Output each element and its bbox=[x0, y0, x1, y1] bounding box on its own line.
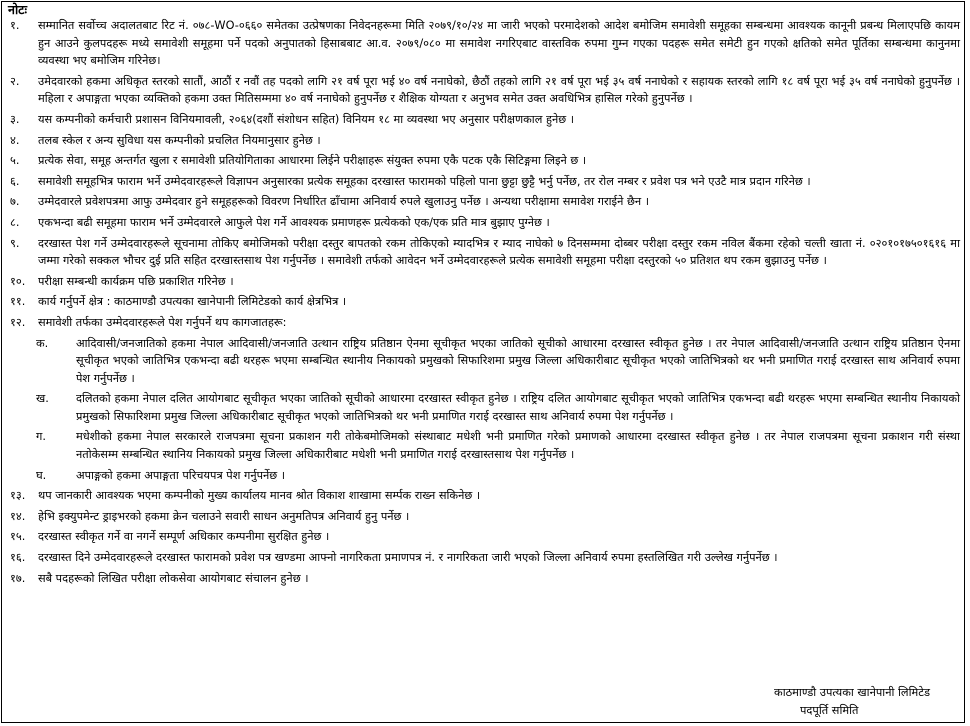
note-item bbox=[8, 214, 960, 232]
item-number: ११. bbox=[10, 295, 26, 309]
note-item bbox=[8, 528, 960, 546]
item-number: क. bbox=[36, 336, 49, 350]
item-text: आदिवासी/जनजातिको हकमा नेपाल आदिवासी/जनजाति उत्थान राष्ट्रिय प्रतिष्ठान ऐनमा सूचीकृत भएका जातिको सूचीको आधारमा दरखास्त स्वीकृत हुनेछ । तर नेपाल आदिवासी/जनजाति उत्थान राष्ट्रिय प्रतिष्ठान ऐनमा सूचीकृत भएको जातिभित्र एकभन्दा बढी थरहरू भएमा सम्बन्धित स्थानीय निकायको प्रमुखको सिफारिशमा प्रमुख जिल्ला अधिकारीबाट सूचीकृत भएको जातिभित्रको थर भनी प्रमाणित गराई दरखास्त साथ अनिवार्य रुपमा पेश गर्नुपर्नेछ । bbox=[76, 336, 960, 385]
item-text: दरखास्त दिने उम्मेदवारहरूले दरखास्त फारामको प्रवेश पत्र खण्डमा आफ्नो नागरिकता प्रमाणपत्र नं. र नागरिकता जारी भएको जिल्ला अनिवार्य रुपमा हस्तलिखित गरी उल्लेख गर्नुपर्नेछ । bbox=[38, 551, 778, 565]
item-text: यस कम्पनीको कर्मचारी प्रशासन विनियमावली, २०६४(दशौं संशोधन सहित) विनियम १८ मा व्यवस्था भए अनुसार परीक्षणकाल हुनेछ । bbox=[38, 112, 575, 126]
item-text: एकभन्दा बढी समूहमा फाराम भर्ने उम्मेदवारले आफुले पेश गर्ने आवश्यक प्रमाणहरू प्रत्येकको एक/एक प्रति मात्र बुझाए पुग्नेछ । bbox=[38, 215, 550, 229]
note-item bbox=[8, 487, 960, 505]
item-text: कार्य गर्नुपर्ने क्षेत्र : काठमाण्डौ उपत्यका खानेपानी लिमिटेडको कार्य क्षेत्रभित्र । bbox=[38, 295, 347, 309]
note-item bbox=[8, 152, 960, 170]
item-text: सम्मानित सर्वोच्च अदालतबाट रिट नं. ०७८-WO-०६६० समेतका उत्प्रेषणका निवेदनहरूमा मिति २०७९/१०/२४ मा जारी भएको परमादेशको आदेश बमोजिम समावेशी समूहका सम्बन्धमा आवश्यक कानूनी प्रबन्ध मिलाएपछि कायम हुन आउने कुलपदहरू मध्ये समावेशी समूहमा पर्ने पदको अनुपातको हिसाबबाट आ.व. २०७९/०८० मा समावेश नगरिएबाट वास्तविक रुपमा गुम्न गएका पदहरू समेत समेटी हुन गएको क्षतिको समेत पूर्तिका सम्बन्धमा कानुनमा व्यवस्था भए बमोजिम गरिनेछ। bbox=[38, 19, 960, 68]
item-number: १०. bbox=[10, 274, 26, 288]
notes-heading: नोटः bbox=[8, 2, 28, 17]
item-text: समावेशी तर्फका उम्मेदवारहरूले पेश गर्नुपर्ने थप कागजातहरू: bbox=[38, 315, 287, 329]
signature-block bbox=[774, 684, 930, 720]
notes-list bbox=[8, 17, 960, 590]
item-text: हेभि इक्युपमेन्ट ड्राइभरको हकमा क्रेन चलाउने सवारी साधन अनुमतिपत्र अनिवार्य हुनु पर्नेछ । bbox=[38, 509, 410, 523]
note-item bbox=[8, 508, 960, 526]
item-text: समावेशी समूहभित्र फाराम भर्ने उम्मेदवारहरूले विज्ञापन अनुसारका प्रत्येक समूहका दरखास्त फारामको पहिलो पाना छुट्टा छुट्टै भर्नु पर्नेछ, तर रोल नम्बर र प्रवेश पत्र भने एउटै मात्र प्रदान गरिनेछ । bbox=[38, 174, 811, 188]
note-item bbox=[8, 293, 960, 311]
item-text: उमेदवारको हकमा अधिकृत स्तरको सातौं, आठौं र नवौं तह पदको लागि २१ वर्ष पूरा भई ४० वर्ष ननाघेको, छैठौं तहको लागि २१ वर्ष पूरा भई ३५ वर्ष ननाघेको र सहायक स्तरको लागि १८ वर्ष पूरा भई ३५ वर्ष ननाघेको हुनुपर्नेछ । महिला र अपाङ्गता भएका व्यक्तिको हकमा उक्त मितिसम्ममा ४० वर्ष ननाघेको हुनुपर्नेछ र शैक्षिक योग्यता र अनुभव समेत उक्त अवधिभित्र हासिल गरेको हुनुपर्नेछ । bbox=[38, 74, 960, 106]
item-number: २. bbox=[10, 74, 20, 88]
item-number: ५. bbox=[10, 154, 20, 168]
item-number: ८. bbox=[10, 215, 20, 229]
item-number: घ. bbox=[36, 468, 47, 482]
note-item bbox=[8, 132, 960, 150]
item-number: १६. bbox=[10, 551, 26, 565]
item-number: ग. bbox=[36, 430, 46, 444]
note-item bbox=[8, 273, 960, 291]
sub-note-item bbox=[8, 467, 960, 485]
item-number: ख. bbox=[36, 392, 49, 406]
item-text: दरखास्त स्वीकृत गर्ने वा नगर्ने सम्पूर्ण अधिकार कम्पनीमा सुरक्षित हुनेछ । bbox=[38, 530, 330, 544]
item-text: थप जानकारी आवश्यक भएमा कम्पनीको मुख्य कार्यालय मानव श्रोत विकाश शाखामा सर्म्पक राख्न सकिनेछ । bbox=[38, 489, 481, 503]
item-number: ३. bbox=[10, 112, 20, 126]
item-number: १. bbox=[10, 19, 20, 32]
item-number: १४. bbox=[10, 509, 26, 523]
note-item bbox=[8, 173, 960, 191]
note-item bbox=[8, 17, 960, 70]
committee-name: पदपूर्ति समिति bbox=[800, 704, 859, 717]
organization-name: काठमाण्डौ उपत्यका खानेपानी लिमिटेड bbox=[774, 686, 930, 699]
note-item bbox=[8, 549, 960, 567]
item-number: ९. bbox=[10, 236, 20, 250]
item-text: दलितको हकमा नेपाल दलित आयोगबाट सूचीकृत भएका जातिको सूचीको आधारमा दरखास्त स्वीकृत हुनेछ । राष्ट्रिय दलित आयोगबाट सूचीकृत भएको जातिभित्र एकभन्दा बढी थरहरू भएमा सम्बन्धित स्थानीय निकायको प्रमुखको सिफारिशमा प्रमुख जिल्ला अधिकारीबाट सूचीकृत भएको जातिभित्रको थर भनी प्रमाणित गराई दरखास्त साथ अनिवार्य रुपमा पेश गर्नुपर्नेछ । bbox=[76, 392, 960, 423]
item-number: ६. bbox=[10, 174, 20, 188]
item-number: ४. bbox=[10, 133, 20, 147]
note-item bbox=[8, 193, 960, 211]
note-item bbox=[8, 111, 960, 129]
sub-note-item bbox=[8, 390, 960, 425]
item-text: सबै पदहरूको लिखित परीक्षा लोकसेवा आयोगबाट संचालन हुनेछ । bbox=[38, 571, 309, 585]
item-number: १३. bbox=[10, 489, 26, 503]
item-number: १५. bbox=[10, 530, 26, 544]
note-item bbox=[8, 235, 960, 270]
item-text: उम्मेदवारले प्रवेशपत्रमा आफु उम्मेदवार हुने समूहहरूको विवरण निर्धारित ढाँचामा अनिवार्य रुपले खुलाउनु पर्नेछ । अन्यथा परीक्षामा समावेश गराईने छैन । bbox=[38, 195, 650, 209]
item-number: ७. bbox=[10, 195, 20, 209]
note-item bbox=[8, 570, 960, 588]
item-number: १२. bbox=[10, 315, 26, 329]
item-text: दरखास्त पेश गर्ने उम्मेदवारहरूले सूचनामा तोकिए बमोजिमको परीक्षा दस्तुर बापतको रकम तोकिएको म्यादभित्र र म्याद नाघेको ७ दिनसम्ममा दोब्बर परीक्षा दस्तुर रकम नविल बैंकमा रहेको चल्ती खाता नं. ०२०१०१७५०१६१६ मा जम्मा गरेको सक्कल भौचर दुई प्रति सहित दरखास्तसाथ पेश गर्नुपर्नेछ । समावेशी तर्फको आवेदन भर्ने उम्मेदवारहरूले प्रत्येक समावेशी समूहमा परीक्षा दस्तुरको ५० प्रतिशत थप रकम बुझाउनु पर्नेछ । bbox=[38, 236, 960, 268]
item-text: तलब स्केल र अन्य सुविधा यस कम्पनीको प्रचलित नियमानुसार हुनेछ । bbox=[38, 133, 321, 147]
item-text: परीक्षा सम्बन्धी कार्यक्रम पछि प्रकाशित गरिनेछ । bbox=[38, 274, 234, 288]
note-item bbox=[8, 314, 960, 332]
item-text: अपाङ्गको हकमा अपाङ्गता परिचयपत्र पेश गर्नुपर्नेछ । bbox=[76, 468, 286, 482]
item-text: मधेशीको हकमा नेपाल सरकारले राजपत्रमा सूचना प्रकाशन गरी तोकेबमोजिमको संस्थाबाट मधेशी भनी प्रमाणित गरेको प्रमाणको आधारमा दरखास्त स्वीकृत हुनेछ । तर नेपाल राजपत्रमा सूचना प्रकाशन गरी संस्था नतोकेसम्म सम्बन्धित स्थानिय निकायको प्रमुख जिल्ला अधिकारीबाट मधेशी भनी प्रमाणित गराई दरखास्तसाथ पेश गर्नुपर्नेछ । bbox=[76, 430, 960, 462]
notice-frame bbox=[1, 1, 965, 723]
item-number: १७. bbox=[10, 571, 26, 585]
sub-note-item bbox=[8, 335, 960, 388]
sub-note-item bbox=[8, 428, 960, 463]
note-item bbox=[8, 73, 960, 108]
item-text: प्रत्येक सेवा, समूह अन्तर्गत खुला र समावेशी प्रतियोगिताका आधारमा लिईने परीक्षाहरू संयुक्त रुपमा एकै पटक एकै सिटिङ्गमा लिइने छ । bbox=[38, 154, 587, 168]
